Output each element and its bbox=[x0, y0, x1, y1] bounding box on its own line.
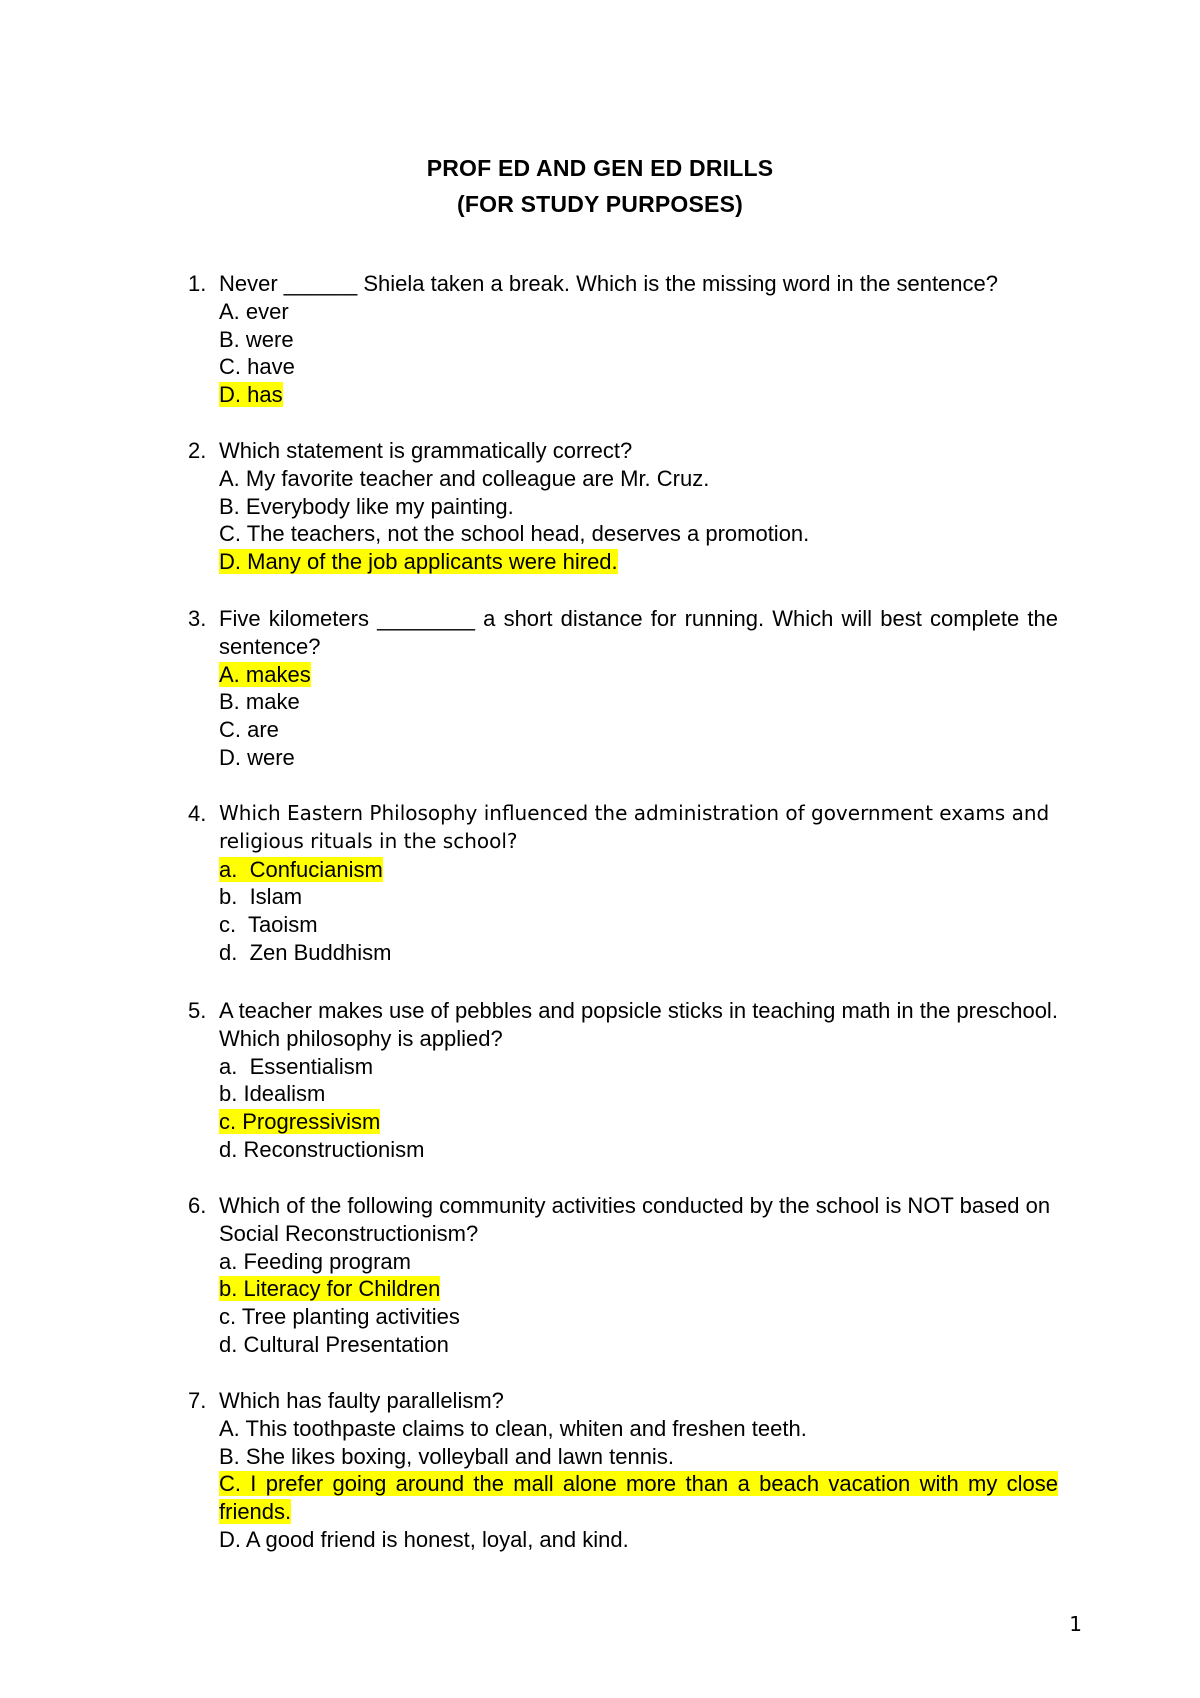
question-number: 7. bbox=[188, 1388, 207, 1413]
question-1 bbox=[188, 270, 1058, 409]
option-a: a. Essentialism bbox=[219, 1053, 374, 1079]
question-number: 4. bbox=[188, 801, 207, 826]
option-a: a. Feeding program bbox=[219, 1248, 411, 1274]
option-c: C. The teachers, not the school head, deserves a promotion. bbox=[219, 521, 810, 547]
question-number: 1. bbox=[188, 271, 207, 296]
option-a: A. ever bbox=[219, 298, 289, 324]
document-title: PROF ED AND GEN ED DRILLS bbox=[426, 155, 774, 181]
question-stem: Which has faulty parallelism? bbox=[219, 1388, 504, 1413]
option-c-answer: c. Progressivism bbox=[219, 1109, 381, 1135]
option-b: B. were bbox=[219, 326, 294, 352]
option-b-answer: b. Literacy for Children bbox=[219, 1276, 441, 1302]
question-stem: Which Eastern Philosophy influenced the administration of government exams and religious rituals in the school? bbox=[219, 801, 1050, 853]
option-c: C. are bbox=[219, 717, 279, 743]
option-d: d. Zen Buddhism bbox=[219, 939, 392, 965]
title-block bbox=[0, 150, 1200, 222]
question-stem: Which statement is grammatically correct? bbox=[219, 438, 633, 463]
question-stem: Never ______ Shiela taken a break. Which is the missing word in the sentence? bbox=[219, 271, 998, 296]
question-stem: Which of the following community activities conducted by the school is NOT based on Social Reconstructionism? bbox=[219, 1193, 1051, 1246]
option-b: b. Idealism bbox=[219, 1081, 326, 1107]
option-c-answer: C. I prefer going around the mall alone more than a beach vacation with my close friends. bbox=[219, 1471, 1058, 1525]
option-d: D. were bbox=[219, 744, 295, 770]
document-subtitle: (FOR STUDY PURPOSES) bbox=[457, 191, 743, 217]
option-b: b. Islam bbox=[219, 884, 303, 910]
question-number: 6. bbox=[188, 1193, 207, 1218]
question-7 bbox=[188, 1387, 1058, 1554]
question-2 bbox=[188, 437, 1058, 576]
option-d: d. Reconstructionism bbox=[219, 1136, 425, 1162]
question-stem: A teacher makes use of pebbles and popsicle sticks in teaching math in the preschool. Which philosophy is applied? bbox=[219, 998, 1058, 1051]
option-d-answer: D. has bbox=[219, 382, 283, 408]
question-6 bbox=[188, 1192, 1058, 1359]
question-stem: Five kilometers ________ a short distance for running. Which will best complete the sentence? bbox=[219, 606, 1058, 659]
option-b: B. make bbox=[219, 689, 300, 715]
option-c: c. Taoism bbox=[219, 912, 318, 938]
option-d: D. A good friend is honest, loyal, and kind. bbox=[219, 1526, 629, 1552]
option-a: A. This toothpaste claims to clean, whiten and freshen teeth. bbox=[219, 1415, 807, 1441]
option-a-answer: a. Confucianism bbox=[219, 856, 383, 882]
option-b: B. Everybody like my painting. bbox=[219, 493, 514, 519]
question-number: 2. bbox=[188, 438, 207, 463]
option-c: C. have bbox=[219, 354, 295, 380]
option-c: c. Tree planting activities bbox=[219, 1304, 460, 1330]
question-number: 5. bbox=[188, 998, 207, 1023]
option-d-answer: D. Many of the job applicants were hired. bbox=[219, 549, 618, 575]
page-number: 1 bbox=[1069, 1612, 1082, 1636]
question-3 bbox=[188, 605, 1058, 772]
option-b: B. She likes boxing, volleyball and lawn tennis. bbox=[219, 1443, 674, 1469]
option-a: A. My favorite teacher and colleague are Mr. Cruz. bbox=[219, 465, 710, 491]
question-4 bbox=[188, 800, 1058, 967]
question-5 bbox=[188, 997, 1058, 1164]
option-a-answer: A. makes bbox=[219, 661, 311, 687]
option-d: d. Cultural Presentation bbox=[219, 1331, 449, 1357]
question-number: 3. bbox=[188, 606, 207, 631]
